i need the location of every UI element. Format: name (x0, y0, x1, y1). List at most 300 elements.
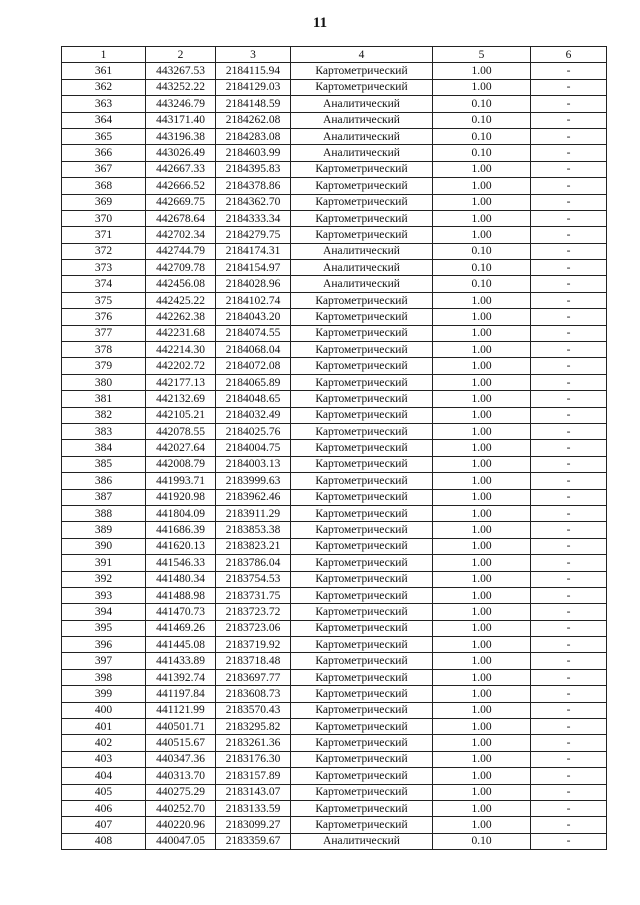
table-row (62, 374, 607, 390)
accuracy-cell: 1.00 (433, 489, 531, 505)
x-coordinate-cell: 440252.70 (146, 800, 216, 816)
table-row (62, 161, 607, 177)
y-coordinate-cell: 2184129.03 (216, 79, 291, 95)
x-coordinate-cell: 440515.67 (146, 735, 216, 751)
accuracy-cell: 1.00 (433, 342, 531, 358)
method-cell: Картометрический (291, 653, 433, 669)
x-coordinate-cell: 440501.71 (146, 719, 216, 735)
table-row (62, 194, 607, 210)
x-coordinate-cell: 442666.52 (146, 178, 216, 194)
table-row (62, 686, 607, 702)
y-coordinate-cell: 2183718.48 (216, 653, 291, 669)
table-row (62, 522, 607, 538)
x-coordinate-cell: 440347.36 (146, 751, 216, 767)
accuracy-cell: 0.10 (433, 112, 531, 128)
y-coordinate-cell: 2183570.43 (216, 702, 291, 718)
x-coordinate-cell: 441469.26 (146, 620, 216, 636)
y-coordinate-cell: 2183608.73 (216, 686, 291, 702)
accuracy-cell: 0.10 (433, 243, 531, 259)
notes-cell: - (531, 243, 607, 259)
y-coordinate-cell: 2184362.70 (216, 194, 291, 210)
x-coordinate-cell: 441804.09 (146, 505, 216, 521)
table-row (62, 637, 607, 653)
y-coordinate-cell: 2183359.67 (216, 833, 291, 849)
table-row (62, 587, 607, 603)
point-number-cell: 375 (62, 292, 146, 308)
x-coordinate-cell: 442008.79 (146, 456, 216, 472)
table-row (62, 440, 607, 456)
y-coordinate-cell: 2184003.13 (216, 456, 291, 472)
x-coordinate-cell: 441546.33 (146, 555, 216, 571)
method-cell: Картометрический (291, 686, 433, 702)
accuracy-cell: 1.00 (433, 784, 531, 800)
x-coordinate-cell: 443171.40 (146, 112, 216, 128)
accuracy-cell: 1.00 (433, 194, 531, 210)
method-cell: Аналитический (291, 260, 433, 276)
accuracy-cell: 1.00 (433, 391, 531, 407)
y-coordinate-cell: 2184043.20 (216, 309, 291, 325)
notes-cell: - (531, 735, 607, 751)
accuracy-cell: 1.00 (433, 702, 531, 718)
y-coordinate-cell: 2183911.29 (216, 505, 291, 521)
notes-cell: - (531, 440, 607, 456)
table-row (62, 768, 607, 784)
point-number-cell: 378 (62, 342, 146, 358)
x-coordinate-cell: 443267.53 (146, 63, 216, 79)
y-coordinate-cell: 2183731.75 (216, 587, 291, 603)
y-coordinate-cell: 2184072.08 (216, 358, 291, 374)
y-coordinate-cell: 2184032.49 (216, 407, 291, 423)
table-row (62, 358, 607, 374)
y-coordinate-cell: 2183157.89 (216, 768, 291, 784)
x-coordinate-cell: 441470.73 (146, 604, 216, 620)
method-cell: Картометрический (291, 440, 433, 456)
x-coordinate-cell: 442744.79 (146, 243, 216, 259)
method-cell: Картометрический (291, 669, 433, 685)
accuracy-cell: 1.00 (433, 358, 531, 374)
method-cell: Картометрический (291, 571, 433, 587)
notes-cell: - (531, 161, 607, 177)
y-coordinate-cell: 2183853.38 (216, 522, 291, 538)
accuracy-cell: 1.00 (433, 587, 531, 603)
accuracy-cell: 1.00 (433, 505, 531, 521)
point-number-cell: 399 (62, 686, 146, 702)
y-coordinate-cell: 2183962.46 (216, 489, 291, 505)
method-cell: Картометрический (291, 374, 433, 390)
point-number-cell: 382 (62, 407, 146, 423)
point-number-cell: 373 (62, 260, 146, 276)
point-number-cell: 405 (62, 784, 146, 800)
y-coordinate-cell: 2183754.53 (216, 571, 291, 587)
y-coordinate-cell: 2184333.34 (216, 210, 291, 226)
x-coordinate-cell: 441620.13 (146, 538, 216, 554)
method-cell: Картометрический (291, 325, 433, 341)
accuracy-cell: 1.00 (433, 800, 531, 816)
table-row (62, 620, 607, 636)
table-row (62, 571, 607, 587)
x-coordinate-cell: 440313.70 (146, 768, 216, 784)
accuracy-cell: 1.00 (433, 178, 531, 194)
accuracy-cell: 0.10 (433, 276, 531, 292)
notes-cell: - (531, 620, 607, 636)
y-coordinate-cell: 2183697.77 (216, 669, 291, 685)
y-coordinate-cell: 2183786.04 (216, 555, 291, 571)
table-row (62, 800, 607, 816)
table-row (62, 784, 607, 800)
header-cell-point-number: 1 (62, 47, 146, 63)
accuracy-cell: 1.00 (433, 440, 531, 456)
accuracy-cell: 1.00 (433, 620, 531, 636)
notes-cell: - (531, 833, 607, 849)
y-coordinate-cell: 2184004.75 (216, 440, 291, 456)
accuracy-cell: 1.00 (433, 79, 531, 95)
method-cell: Картометрический (291, 456, 433, 472)
method-cell: Картометрический (291, 342, 433, 358)
notes-cell: - (531, 456, 607, 472)
table-row (62, 145, 607, 161)
accuracy-cell: 1.00 (433, 292, 531, 308)
notes-cell: - (531, 145, 607, 161)
point-number-cell: 367 (62, 161, 146, 177)
table-row (62, 456, 607, 472)
y-coordinate-cell: 2184115.94 (216, 63, 291, 79)
point-number-cell: 372 (62, 243, 146, 259)
notes-cell: - (531, 587, 607, 603)
point-number-cell: 406 (62, 800, 146, 816)
point-number-cell: 369 (62, 194, 146, 210)
accuracy-cell: 1.00 (433, 637, 531, 653)
table-row (62, 817, 607, 833)
point-number-cell: 394 (62, 604, 146, 620)
y-coordinate-cell: 2183176.30 (216, 751, 291, 767)
table-row (62, 473, 607, 489)
notes-cell: - (531, 178, 607, 194)
notes-cell: - (531, 194, 607, 210)
point-number-cell: 384 (62, 440, 146, 456)
table-row (62, 79, 607, 95)
notes-cell: - (531, 309, 607, 325)
x-coordinate-cell: 441392.74 (146, 669, 216, 685)
method-cell: Картометрический (291, 358, 433, 374)
point-number-cell: 379 (62, 358, 146, 374)
x-coordinate-cell: 441121.99 (146, 702, 216, 718)
method-cell: Картометрический (291, 735, 433, 751)
point-number-cell: 385 (62, 456, 146, 472)
y-coordinate-cell: 2183723.06 (216, 620, 291, 636)
y-coordinate-cell: 2184174.31 (216, 243, 291, 259)
point-number-cell: 370 (62, 210, 146, 226)
point-number-cell: 364 (62, 112, 146, 128)
notes-cell: - (531, 358, 607, 374)
x-coordinate-cell: 442027.64 (146, 440, 216, 456)
table-row (62, 653, 607, 669)
point-number-cell: 395 (62, 620, 146, 636)
x-coordinate-cell: 442202.72 (146, 358, 216, 374)
y-coordinate-cell: 2184603.99 (216, 145, 291, 161)
accuracy-cell: 0.10 (433, 145, 531, 161)
header-cell-accuracy: 5 (433, 47, 531, 63)
notes-cell: - (531, 227, 607, 243)
point-number-cell: 362 (62, 79, 146, 95)
point-number-cell: 392 (62, 571, 146, 587)
accuracy-cell: 1.00 (433, 604, 531, 620)
accuracy-cell: 1.00 (433, 669, 531, 685)
accuracy-cell: 1.00 (433, 473, 531, 489)
x-coordinate-cell: 440220.96 (146, 817, 216, 833)
x-coordinate-cell: 443026.49 (146, 145, 216, 161)
notes-cell: - (531, 604, 607, 620)
y-coordinate-cell: 2183143.07 (216, 784, 291, 800)
point-number-cell: 402 (62, 735, 146, 751)
method-cell: Картометрический (291, 227, 433, 243)
notes-cell: - (531, 571, 607, 587)
y-coordinate-cell: 2184048.65 (216, 391, 291, 407)
method-cell: Картометрический (291, 423, 433, 439)
notes-cell: - (531, 686, 607, 702)
method-cell: Картометрический (291, 161, 433, 177)
point-number-cell: 403 (62, 751, 146, 767)
table-row (62, 735, 607, 751)
x-coordinate-cell: 441993.71 (146, 473, 216, 489)
y-coordinate-cell: 2184154.97 (216, 260, 291, 276)
notes-cell: - (531, 538, 607, 554)
x-coordinate-cell: 442669.75 (146, 194, 216, 210)
notes-cell: - (531, 325, 607, 341)
point-number-cell: 393 (62, 587, 146, 603)
y-coordinate-cell: 2183719.92 (216, 637, 291, 653)
notes-cell: - (531, 719, 607, 735)
method-cell: Картометрический (291, 473, 433, 489)
method-cell: Аналитический (291, 96, 433, 112)
notes-cell: - (531, 79, 607, 95)
method-cell: Аналитический (291, 276, 433, 292)
method-cell: Картометрический (291, 784, 433, 800)
accuracy-cell: 1.00 (433, 456, 531, 472)
x-coordinate-cell: 443246.79 (146, 96, 216, 112)
method-cell: Картометрический (291, 178, 433, 194)
x-coordinate-cell: 443252.22 (146, 79, 216, 95)
header-cell-x: 2 (146, 47, 216, 63)
method-cell: Картометрический (291, 522, 433, 538)
notes-cell: - (531, 276, 607, 292)
accuracy-cell: 1.00 (433, 817, 531, 833)
method-cell: Аналитический (291, 112, 433, 128)
method-cell: Картометрический (291, 620, 433, 636)
table-row (62, 276, 607, 292)
accuracy-cell: 1.00 (433, 227, 531, 243)
accuracy-cell: 1.00 (433, 161, 531, 177)
notes-cell: - (531, 751, 607, 767)
notes-cell: - (531, 800, 607, 816)
point-number-cell: 377 (62, 325, 146, 341)
table-header-row (62, 47, 607, 63)
x-coordinate-cell: 441433.89 (146, 653, 216, 669)
table-row (62, 751, 607, 767)
x-coordinate-cell: 441197.84 (146, 686, 216, 702)
x-coordinate-cell: 443196.38 (146, 128, 216, 144)
table-body (62, 63, 607, 850)
point-number-cell: 396 (62, 637, 146, 653)
header-cell-notes: 6 (531, 47, 607, 63)
notes-cell: - (531, 817, 607, 833)
accuracy-cell: 1.00 (433, 538, 531, 554)
notes-cell: - (531, 505, 607, 521)
table-row (62, 227, 607, 243)
header-cell-method: 4 (291, 47, 433, 63)
method-cell: Картометрический (291, 63, 433, 79)
point-number-cell: 389 (62, 522, 146, 538)
accuracy-cell: 1.00 (433, 555, 531, 571)
table-row (62, 702, 607, 718)
accuracy-cell: 1.00 (433, 423, 531, 439)
method-cell: Картометрический (291, 702, 433, 718)
table-row (62, 719, 607, 735)
point-number-cell: 371 (62, 227, 146, 243)
notes-cell: - (531, 96, 607, 112)
method-cell: Картометрический (291, 751, 433, 767)
x-coordinate-cell: 442231.68 (146, 325, 216, 341)
table-row (62, 669, 607, 685)
y-coordinate-cell: 2183823.21 (216, 538, 291, 554)
point-number-cell: 386 (62, 473, 146, 489)
table-row (62, 325, 607, 341)
table-row (62, 210, 607, 226)
y-coordinate-cell: 2184378.86 (216, 178, 291, 194)
x-coordinate-cell: 442078.55 (146, 423, 216, 439)
table-row (62, 423, 607, 439)
x-coordinate-cell: 441445.08 (146, 637, 216, 653)
x-coordinate-cell: 442667.33 (146, 161, 216, 177)
x-coordinate-cell: 441686.39 (146, 522, 216, 538)
y-coordinate-cell: 2183261.36 (216, 735, 291, 751)
point-number-cell: 365 (62, 128, 146, 144)
notes-cell: - (531, 112, 607, 128)
x-coordinate-cell: 442702.34 (146, 227, 216, 243)
y-coordinate-cell: 2183099.27 (216, 817, 291, 833)
y-coordinate-cell: 2184065.89 (216, 374, 291, 390)
y-coordinate-cell: 2184148.59 (216, 96, 291, 112)
x-coordinate-cell: 442105.21 (146, 407, 216, 423)
table-row (62, 505, 607, 521)
y-coordinate-cell: 2184025.76 (216, 423, 291, 439)
table-row (62, 538, 607, 554)
method-cell: Картометрический (291, 817, 433, 833)
method-cell: Картометрический (291, 555, 433, 571)
x-coordinate-cell: 441920.98 (146, 489, 216, 505)
x-coordinate-cell: 442132.69 (146, 391, 216, 407)
point-number-cell: 397 (62, 653, 146, 669)
accuracy-cell: 1.00 (433, 768, 531, 784)
point-number-cell: 388 (62, 505, 146, 521)
y-coordinate-cell: 2183999.63 (216, 473, 291, 489)
notes-cell: - (531, 260, 607, 276)
x-coordinate-cell: 440047.05 (146, 833, 216, 849)
header-cell-y: 3 (216, 47, 291, 63)
method-cell: Картометрический (291, 292, 433, 308)
coordinates-table (61, 46, 607, 850)
table-row (62, 260, 607, 276)
point-number-cell: 400 (62, 702, 146, 718)
accuracy-cell: 1.00 (433, 325, 531, 341)
y-coordinate-cell: 2184102.74 (216, 292, 291, 308)
x-coordinate-cell: 440275.29 (146, 784, 216, 800)
point-number-cell: 363 (62, 96, 146, 112)
point-number-cell: 404 (62, 768, 146, 784)
accuracy-cell: 1.00 (433, 571, 531, 587)
point-number-cell: 398 (62, 669, 146, 685)
table-row (62, 833, 607, 849)
accuracy-cell: 1.00 (433, 309, 531, 325)
table-row (62, 309, 607, 325)
accuracy-cell: 0.10 (433, 833, 531, 849)
point-number-cell: 387 (62, 489, 146, 505)
x-coordinate-cell: 441488.98 (146, 587, 216, 603)
notes-cell: - (531, 342, 607, 358)
table-row (62, 604, 607, 620)
accuracy-cell: 1.00 (433, 719, 531, 735)
notes-cell: - (531, 669, 607, 685)
table-row (62, 342, 607, 358)
accuracy-cell: 1.00 (433, 751, 531, 767)
x-coordinate-cell: 442709.78 (146, 260, 216, 276)
accuracy-cell: 1.00 (433, 653, 531, 669)
notes-cell: - (531, 489, 607, 505)
notes-cell: - (531, 784, 607, 800)
method-cell: Картометрический (291, 719, 433, 735)
y-coordinate-cell: 2184068.04 (216, 342, 291, 358)
accuracy-cell: 1.00 (433, 735, 531, 751)
notes-cell: - (531, 63, 607, 79)
method-cell: Картометрический (291, 768, 433, 784)
y-coordinate-cell: 2184262.08 (216, 112, 291, 128)
method-cell: Картометрический (291, 407, 433, 423)
method-cell: Аналитический (291, 833, 433, 849)
y-coordinate-cell: 2183133.59 (216, 800, 291, 816)
x-coordinate-cell: 442456.08 (146, 276, 216, 292)
notes-cell: - (531, 473, 607, 489)
page-number: 11 (312, 15, 328, 31)
table-row (62, 555, 607, 571)
notes-cell: - (531, 653, 607, 669)
method-cell: Картометрический (291, 800, 433, 816)
point-number-cell: 368 (62, 178, 146, 194)
accuracy-cell: 1.00 (433, 686, 531, 702)
accuracy-cell: 1.00 (433, 522, 531, 538)
method-cell: Картометрический (291, 587, 433, 603)
notes-cell: - (531, 391, 607, 407)
y-coordinate-cell: 2184028.96 (216, 276, 291, 292)
y-coordinate-cell: 2183295.82 (216, 719, 291, 735)
notes-cell: - (531, 522, 607, 538)
notes-cell: - (531, 423, 607, 439)
method-cell: Аналитический (291, 243, 433, 259)
notes-cell: - (531, 637, 607, 653)
accuracy-cell: 0.10 (433, 260, 531, 276)
accuracy-cell: 1.00 (433, 63, 531, 79)
method-cell: Картометрический (291, 210, 433, 226)
point-number-cell: 361 (62, 63, 146, 79)
table-row (62, 178, 607, 194)
method-cell: Картометрический (291, 538, 433, 554)
method-cell: Картометрический (291, 489, 433, 505)
table-row (62, 128, 607, 144)
accuracy-cell: 1.00 (433, 210, 531, 226)
notes-cell: - (531, 128, 607, 144)
table-row (62, 292, 607, 308)
method-cell: Аналитический (291, 128, 433, 144)
table-row (62, 489, 607, 505)
accuracy-cell: 1.00 (433, 407, 531, 423)
